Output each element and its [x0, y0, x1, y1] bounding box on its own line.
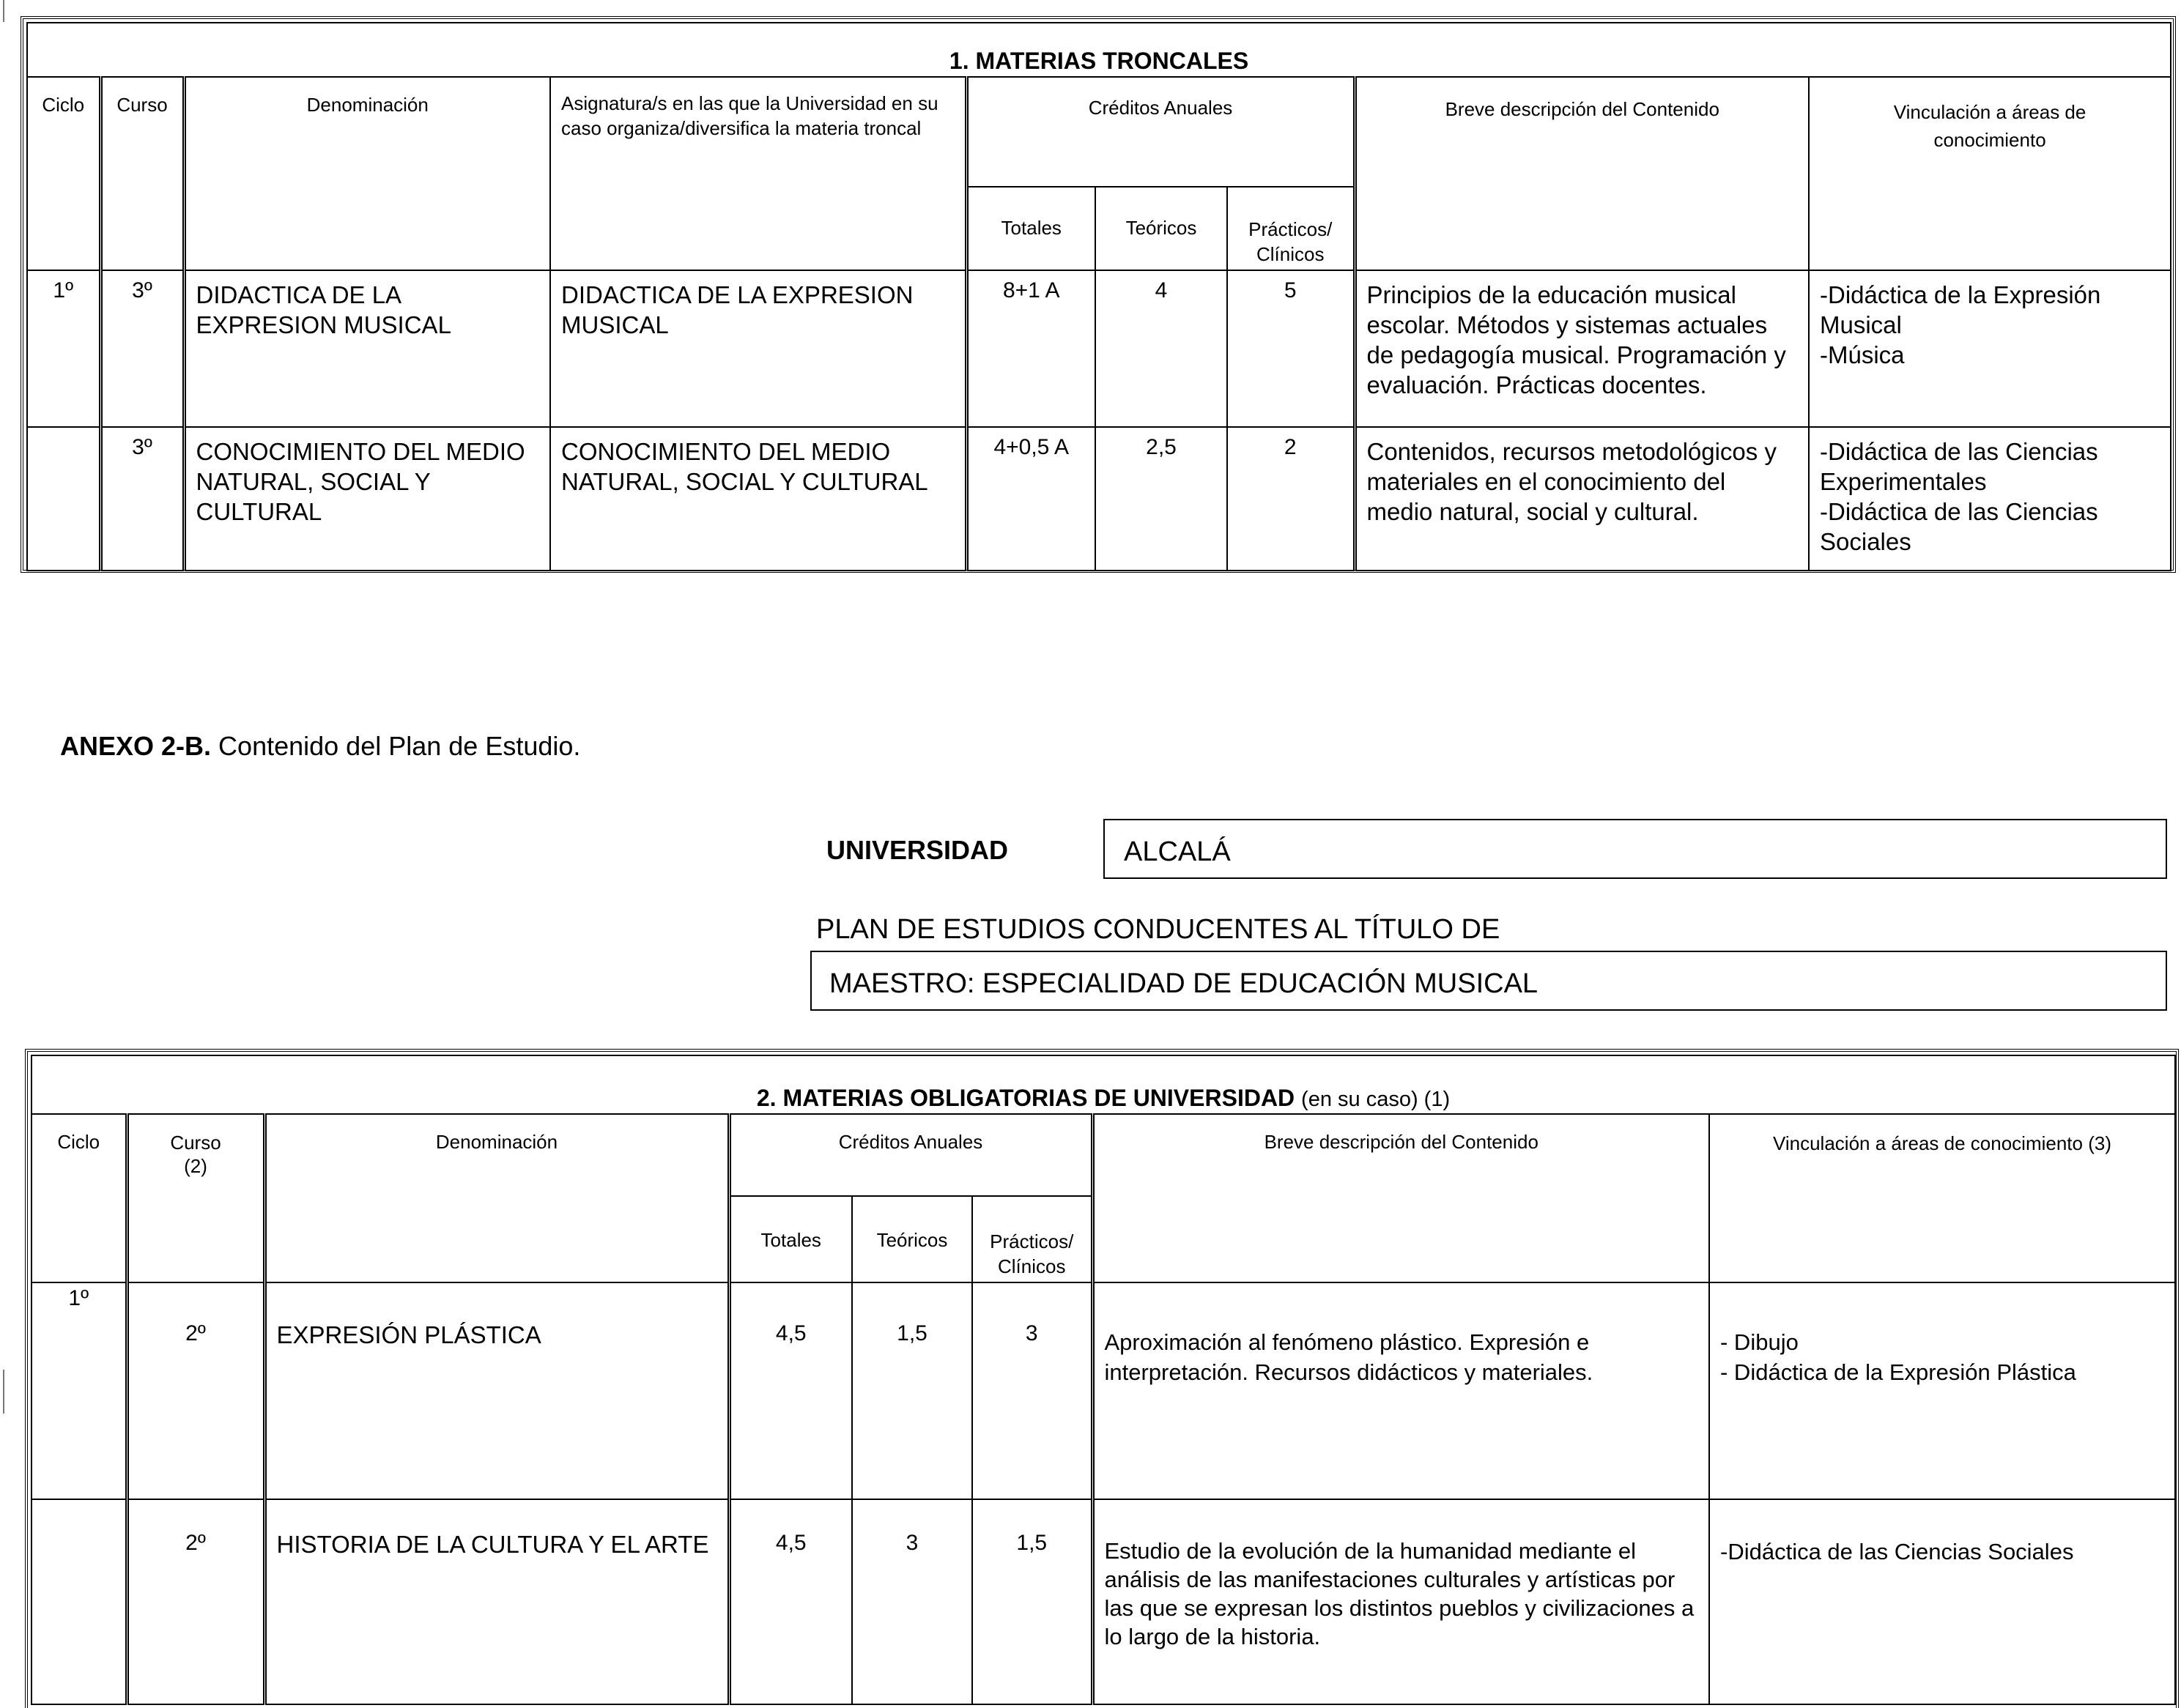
header-practicos: Prácticos/ Clínicos: [972, 1196, 1092, 1282]
cell-curso: 3º: [100, 270, 184, 427]
header-creditos-anuales: Créditos Anuales: [729, 1114, 1092, 1196]
cell-descripcion: Principios de la educación musical escolar. Métodos y sistemas actuales de pedagogía musical. Programación y evaluación. Prácticas docentes.: [1355, 270, 1809, 427]
cell-teoricos: 1,5: [852, 1282, 972, 1499]
cell-curso: 2º: [127, 1499, 264, 1704]
header-ciclo: Ciclo: [27, 77, 100, 270]
header-practicos: Prácticos/ Clínicos: [1227, 187, 1355, 270]
cell-vinculacion: -Didáctica de la Expresión Musical -Música: [1809, 270, 2171, 427]
anexo-label: ANEXO 2-B.: [60, 731, 212, 761]
cell-practicos: 5: [1227, 270, 1355, 427]
cell-vinculacion: -Didáctica de las Ciencias Experimentales -Didáctica de las Ciencias Sociales: [1809, 427, 2171, 571]
cell-asignatura: DIDACTICA DE LA EXPRESION MUSICAL: [550, 270, 966, 427]
cell-totales: 4,5: [729, 1499, 852, 1704]
cell-descripcion: Contenidos, recursos metodológicos y materiales en el conocimiento del medio natural, social y cultural.: [1355, 427, 1809, 571]
cell-curso: 2º: [127, 1282, 264, 1499]
cell-descripcion: Aproximación al fenómeno plástico. Expresión e interpretación. Recursos didácticos y materiales.: [1092, 1282, 1709, 1499]
cell-totales: 4,5: [729, 1282, 852, 1499]
anexo-text: Contenido del Plan de Estudio.: [211, 731, 581, 761]
header-ciclo: Ciclo: [32, 1114, 127, 1282]
table2-materias-obligatorias: [31, 1055, 2176, 1705]
scan-edge-mark: [3, 1370, 4, 1414]
header-denominacion: Denominación: [184, 77, 550, 270]
header-creditos-anuales: Créditos Anuales: [966, 77, 1355, 187]
table-row: [27, 427, 2171, 571]
cell-asignatura: CONOCIMIENTO DEL MEDIO NATURAL, SOCIAL Y CULTURAL: [550, 427, 966, 571]
header-totales: Totales: [729, 1196, 852, 1282]
cell-vinculacion: - Dibujo - Didáctica de la Expresión Plástica: [1709, 1282, 2175, 1499]
table-row: [27, 270, 2171, 427]
cell-teoricos: 4: [1095, 270, 1227, 427]
table1-materias-troncales: [26, 22, 2171, 571]
cell-ciclo: [27, 427, 100, 571]
universidad-field: ALCALÁ: [1103, 819, 2167, 879]
cell-ciclo: 1º: [27, 270, 100, 427]
table2-title-suffix: (en su caso) (1): [1301, 1088, 1451, 1111]
header-vinculacion: Vinculación a áreas de conocimiento (3): [1709, 1114, 2175, 1282]
table2-title: [32, 1055, 2175, 1114]
header-teoricos: Teóricos: [852, 1196, 972, 1282]
cell-teoricos: 3: [852, 1499, 972, 1704]
header-denominacion: Denominación: [264, 1114, 729, 1282]
table1-title: 1. MATERIAS TRONCALES: [27, 23, 2171, 77]
table-row: [32, 1282, 2175, 1499]
header-totales: Totales: [966, 187, 1095, 270]
header-vinculacion: Vinculación a áreas de conocimiento: [1809, 77, 2171, 270]
cell-curso: 3º: [100, 427, 184, 571]
cell-totales: 8+1 A: [966, 270, 1095, 427]
cell-practicos: 1,5: [972, 1499, 1092, 1704]
header-curso: Curso: [100, 77, 184, 270]
cell-denominacion: HISTORIA DE LA CULTURA Y EL ARTE: [264, 1499, 729, 1704]
table-row: [32, 1499, 2175, 1704]
cell-ciclo: [32, 1499, 127, 1704]
header-asignatura: Asignatura/s en las que la Universidad en su caso organiza/diversifica la materia troncal: [550, 77, 966, 270]
cell-teoricos: 2,5: [1095, 427, 1227, 571]
cell-descripcion: Estudio de la evolución de la humanidad mediante el análisis de las manifestaciones culturales y artísticas por las que se expresan los distintos pueblos y civilizaciones a lo largo de la historia.: [1092, 1499, 1709, 1704]
cell-practicos: 3: [972, 1282, 1092, 1499]
table2-title-main: 2. MATERIAS OBLIGATORIAS DE UNIVERSIDAD: [756, 1085, 1295, 1111]
header-curso: Curso (2): [127, 1114, 264, 1282]
cell-vinculacion: -Didáctica de las Ciencias Sociales: [1709, 1499, 2175, 1704]
cell-practicos: 2: [1227, 427, 1355, 571]
anexo-heading: [60, 731, 580, 762]
cell-denominacion: EXPRESIÓN PLÁSTICA: [264, 1282, 729, 1499]
cell-ciclo: 1º: [32, 1282, 127, 1499]
cell-totales: 4+0,5 A: [966, 427, 1095, 571]
plan-label: PLAN DE ESTUDIOS CONDUCENTES AL TÍTULO DE: [816, 914, 1500, 945]
cell-denominacion: DIDACTICA DE LA EXPRESION MUSICAL: [184, 270, 550, 427]
scan-edge-mark: [3, 0, 4, 22]
header-teoricos: Teóricos: [1095, 187, 1227, 270]
header-descripcion: Breve descripción del Contenido: [1092, 1114, 1709, 1282]
universidad-label: UNIVERSIDAD: [826, 835, 1009, 865]
cell-denominacion: CONOCIMIENTO DEL MEDIO NATURAL, SOCIAL Y CULTURAL: [184, 427, 550, 571]
header-descripcion: Breve descripción del Contenido: [1355, 77, 1809, 270]
plan-titulo-field: MAESTRO: ESPECIALIDAD DE EDUCACIÓN MUSICAL: [810, 951, 2167, 1011]
